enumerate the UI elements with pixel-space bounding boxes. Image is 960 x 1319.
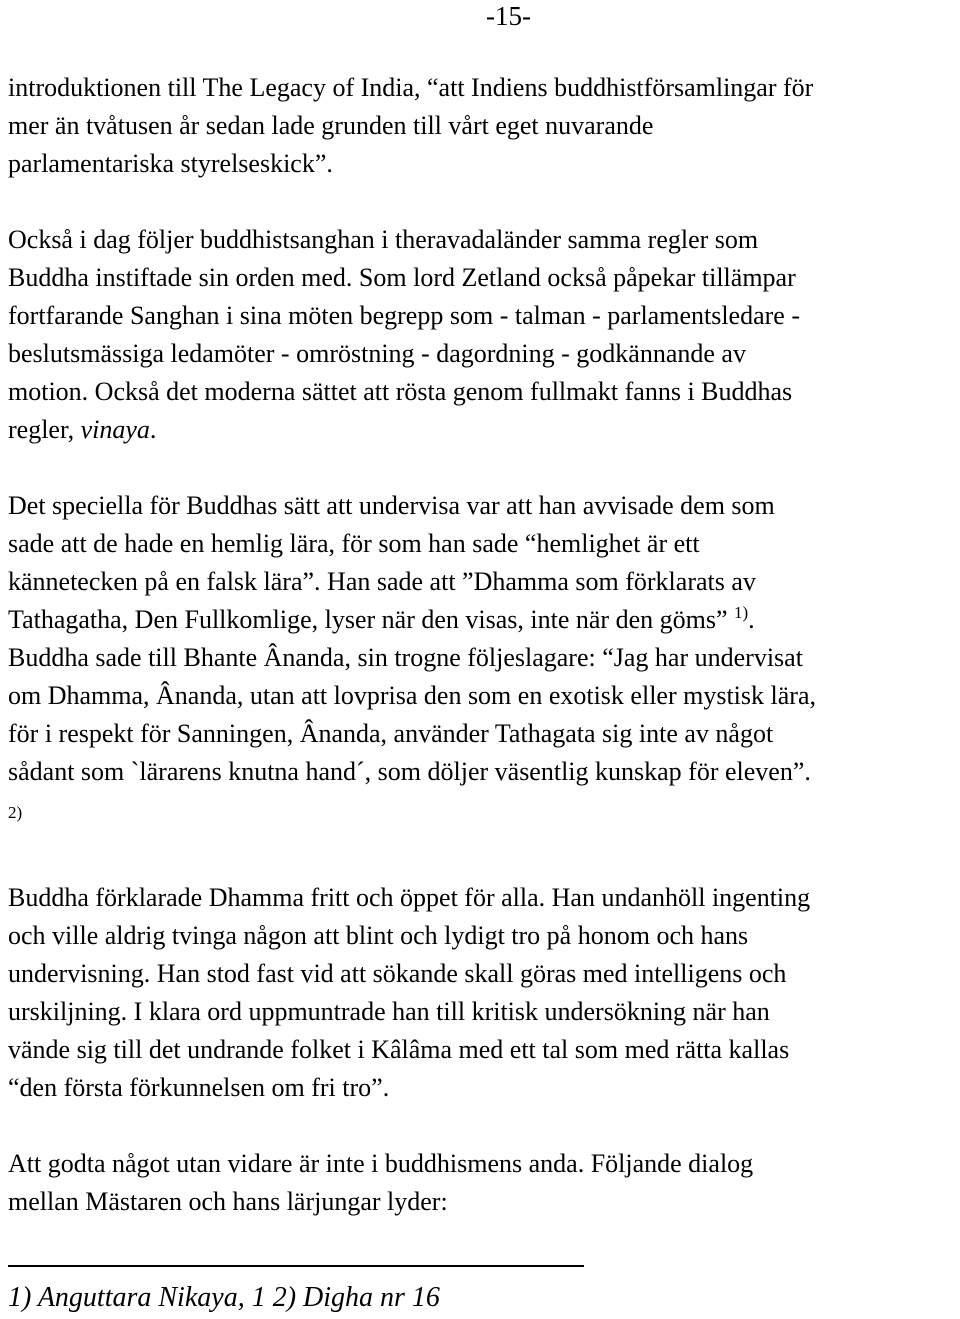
text-line: för i respekt för Sanningen, Ânanda, använder Tathagata sig inte av något	[8, 719, 774, 748]
text-line: introduktionen till The Legacy of India, “att Indiens buddhistförsamlingar för	[8, 73, 814, 102]
text-fragment: regler,	[8, 415, 81, 444]
text-line: Buddha förklarade Dhamma fritt och öppet för alla. Han undanhöll ingenting	[8, 883, 811, 912]
text-line: Att godta något utan vidare är inte i buddhismens anda. Följande dialog	[8, 1149, 754, 1178]
text-line: urskiljning. I klara ord uppmuntrade han till kritisk undersökning när han	[8, 997, 770, 1026]
footnote-ref-1: 1)	[734, 603, 749, 622]
footnote-text: 1) Anguttara Nikaya, 1 2) Digha nr 16	[8, 1282, 440, 1313]
text-line: motion. Också det moderna sättet att rösta genom fullmakt fanns i Buddhas	[8, 377, 793, 406]
text-line: Också i dag följer buddhistsanghan i theravadaländer samma regler som	[8, 225, 759, 254]
italic-term: vinaya	[80, 415, 150, 444]
text-line: sade att de hade en hemlig lära, för som han sade “hemlighet är ett	[8, 529, 700, 558]
text-line: undervisning. Han stod fast vid att sökande skall göras med intelligens och	[8, 959, 787, 988]
text-line	[8, 601, 956, 639]
text-line: sådant som `lärarens knutna hand´, som döljer väsentlig kunskap för eleven”.	[8, 757, 811, 786]
text-line: mellan Mästaren och hans lärjungar lyder:	[8, 1187, 448, 1216]
text-line: beslutsmässiga ledamöter - omröstning - dagordning - godkännande av	[8, 339, 746, 368]
body-text	[8, 69, 956, 1259]
paragraph-3	[8, 487, 956, 829]
text-line	[8, 411, 956, 449]
text-fragment: .	[748, 605, 755, 634]
paragraph-5	[8, 1145, 956, 1221]
text-line: Buddha sade till Bhante Ânanda, sin trogne följeslagare: “Jag har undervisat	[8, 643, 803, 672]
text-line: “den första förkunnelsen om fri tro”.	[8, 1073, 390, 1102]
text-line: vände sig till det undrande folket i Kâlâma med ett tal som med rätta kallas	[8, 1035, 790, 1064]
paragraph-2	[8, 221, 956, 449]
paragraph-4	[8, 879, 956, 1107]
page-number: -15-	[486, 1, 531, 31]
text-line: Buddha instiftade sin orden med. Som lord Zetland också påpekar tillämpar	[8, 263, 796, 292]
paragraph-1	[8, 69, 956, 183]
text-fragment: .	[149, 415, 157, 444]
footnote-divider	[8, 1265, 584, 1267]
text-line: mer än tvåtusen år sedan lade grunden till vårt eget nuvarande	[8, 111, 654, 140]
text-line: fortfarande Sanghan i sina möten begrepp som - talman - parlamentsledare -	[8, 301, 800, 330]
footnote-ref-2: 2)	[8, 803, 23, 822]
text-line: om Dhamma, Ânanda, utan att lovprisa den som en exotisk eller mystisk lära,	[8, 681, 816, 710]
text-fragment: Tathagatha, Den Fullkomlige, lyser när den visas, inte när den göms”	[8, 605, 734, 634]
text-line: parlamentariska styrelseskick”.	[8, 149, 333, 178]
text-line: och ville aldrig tvinga någon att blint och lydigt tro på honom och hans	[8, 921, 749, 950]
text-line: Det speciella för Buddhas sätt att undervisa var att han avvisade dem som	[8, 491, 775, 520]
text-line: kännetecken på en falsk lära”. Han sade att ”Dhamma som förklarats av	[8, 567, 756, 596]
